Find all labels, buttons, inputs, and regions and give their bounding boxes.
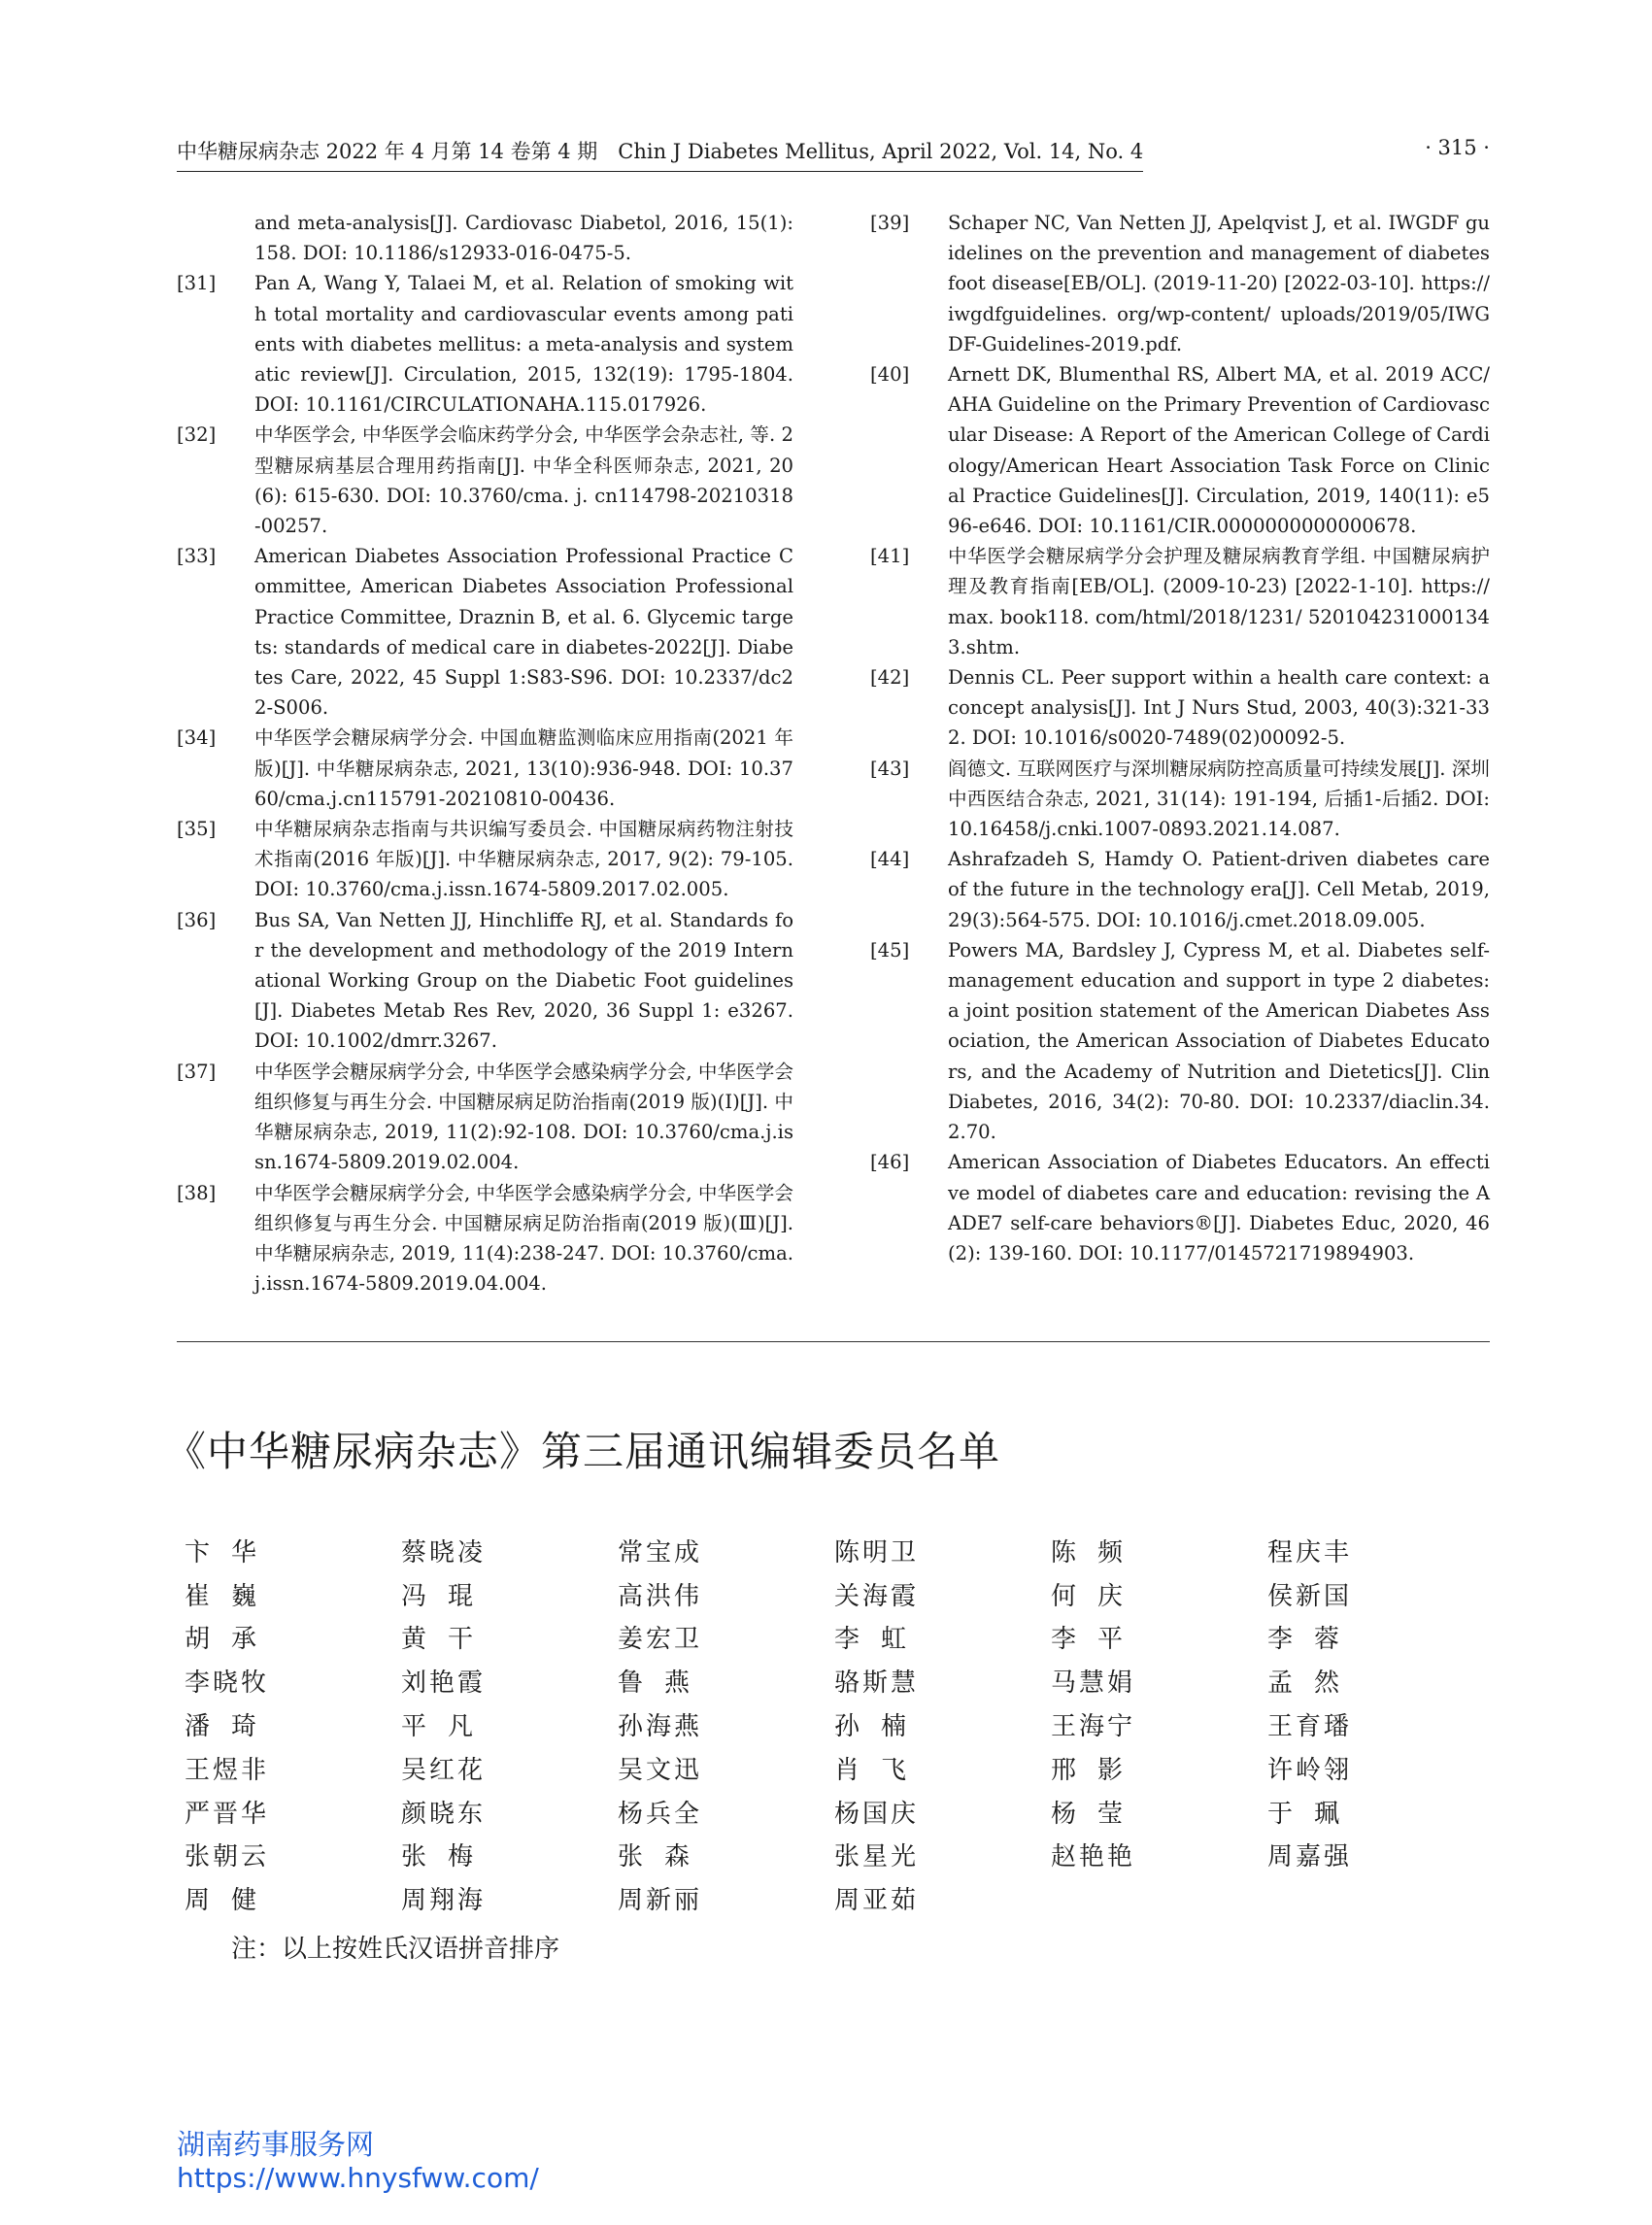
- board-row: [185, 1572, 1399, 1616]
- board-member-name: 周翔海: [401, 1886, 487, 1916]
- reference-text: Arnett DK, Blumenthal RS, Albert MA, et al. 2019 ACC/ AHA Guideline on the Primary Prevention of Cardiovascular Disease: A Report of the American College of Cardiology/American Heart Association Task Force on Clinical Practice Guidelines[J]. Circulation, 2019, 140(11): e596-e646. DOI: 10.1161/CIR.0000000000000678.: [948, 363, 1490, 538]
- reference-text: 中华医学会, 中华医学会临床药学分会, 中华医学会杂志社, 等. 2 型糖尿病基层合理用药指南[J]. 中华全科医师杂志, 2021, 20(6): 615-630. DOI: 10.3760/cma. j. cn114798-20210318-00257.: [254, 423, 793, 538]
- board-member-name: 李蓉: [1267, 1625, 1362, 1655]
- board-member-name: 潘琦: [185, 1712, 279, 1742]
- board-member-name: 周新丽: [618, 1886, 703, 1916]
- board-member-name: 陈明卫: [834, 1537, 920, 1568]
- reference-text: American Diabetes Association Professional Practice Committee, American Diabetes Association Professional Practice Committee, Draznin B, et al. 6. Glycemic targets: standards of medical care in diabetes-2022[J]. Diabetes Care, 2022, 45 Suppl 1:S83-S96. DOI: 10.2337/dc22-S006.: [254, 545, 793, 720]
- page-number: · 315 ·: [1425, 136, 1490, 159]
- reference-number: [43]: [870, 757, 910, 780]
- reference-text: 中华医学会糖尿病学分会, 中华医学会感染病学分会, 中华医学会组织修复与再生分会. 中国糖尿病足防治指南(2019 版)(Ⅰ)[J]. 中华糖尿病杂志, 2019, 11(2):92-108. DOI: 10.3760/cma.j.issn.1674-5809.2019.02.004.: [254, 1060, 793, 1174]
- reference-text: American Association of Diabetes Educators. An effective model of diabetes care and education: revising the AADE7 self-care behaviors®[J]. Diabetes Educ, 2020, 46(2): 139-160. DOI: 10.1177/0145721719894903.: [948, 1151, 1490, 1264]
- reference-entry: [870, 844, 1490, 935]
- board-member-name: 周嘉强: [1267, 1842, 1353, 1872]
- board-member-name: 蔡晓凌: [401, 1537, 487, 1568]
- reference-number: [39]: [870, 212, 910, 234]
- board-member-name: 李平: [1051, 1625, 1145, 1655]
- editorial-board-list: [185, 1529, 1399, 1920]
- reference-number: [42]: [870, 666, 910, 690]
- board-member-name: 崔巍: [185, 1581, 279, 1611]
- reference-text: 中华医学会糖尿病学分会护理及糖尿病教育学组. 中国糖尿病护理及教育指南[EB/OL]. (2009-10-23) [2022-1-10]. https://max. book118. com/html/2018/1231/ 5201042310001343.shtm.: [948, 545, 1490, 658]
- board-member-name: 杨兵全: [618, 1799, 703, 1829]
- board-member-name: 张朝云: [185, 1842, 270, 1872]
- reference-number: [35]: [177, 818, 217, 841]
- board-member-name: 马慧娟: [1051, 1669, 1136, 1699]
- section-divider: [177, 1341, 1490, 1342]
- reference-entry: [177, 814, 793, 905]
- board-member-name: 刘艳霞: [401, 1669, 487, 1699]
- reference-number: [45]: [870, 938, 910, 961]
- board-member-name: 侯新国: [1267, 1581, 1353, 1611]
- references-right-column: [870, 208, 1490, 1268]
- references-left-column: [177, 208, 793, 1298]
- board-member-name: 邢影: [1051, 1755, 1145, 1785]
- reference-number: [31]: [177, 272, 217, 295]
- board-member-name: 骆斯慧: [834, 1669, 920, 1699]
- board-member-name: 平凡: [401, 1712, 495, 1742]
- reference-entry: [870, 662, 1490, 754]
- board-row: [185, 1616, 1399, 1660]
- board-member-name: 杨国庆: [834, 1799, 920, 1829]
- reference-entry: [870, 208, 1490, 359]
- board-member-name: 许岭翎: [1267, 1755, 1353, 1785]
- board-member-name: 王海宁: [1051, 1712, 1136, 1742]
- reference-number: [46]: [870, 1151, 910, 1174]
- reference-entry: [177, 208, 793, 268]
- board-member-name: 黄干: [401, 1625, 495, 1655]
- board-member-name: 于珮: [1267, 1799, 1362, 1829]
- site-watermark: [177, 2127, 539, 2195]
- reference-entry: [177, 268, 793, 420]
- board-member-name: 颜晓东: [401, 1799, 487, 1829]
- board-member-name: 姜宏卫: [618, 1625, 703, 1655]
- board-member-name: 周健: [185, 1886, 279, 1916]
- board-member-name: 王育璠: [1267, 1712, 1353, 1742]
- reference-number: [38]: [177, 1181, 217, 1204]
- reference-entry: [177, 541, 793, 723]
- reference-text: Bus SA, Van Netten JJ, Hinchliffe RJ, et al. Standards for the development and methodology of the 2019 International Working Group on the Diabetic Foot guidelines[J]. Diabetes Metab Res Rev, 2020, 36 Suppl 1: e3267. DOI: 10.1002/dmrr.3267.: [254, 908, 793, 1053]
- reference-text: and meta-analysis[J]. Cardiovasc Diabetol, 2016, 15(1): 158. DOI: 10.1186/s12933-016-0475-5.: [254, 212, 793, 265]
- running-header: [177, 130, 1490, 169]
- board-member-name: 杨莹: [1051, 1799, 1145, 1829]
- journal-info: 中华糖尿病杂志 2022 年 4 月第 14 卷第 4 期 Chin J Diabetes Mellitus, April 2022, Vol. 14, No. 4: [177, 136, 1143, 172]
- reference-text: 中华医学会糖尿病学分会, 中华医学会感染病学分会, 中华医学会组织修复与再生分会. 中国糖尿病足防治指南(2019 版)(Ⅲ)[J]. 中华糖尿病杂志, 2019, 11(4):238-247. DOI: 10.3760/cma.j.issn.1674-5809.2019.04.004.: [254, 1181, 793, 1296]
- board-member-name: 吴红花: [401, 1755, 487, 1785]
- board-row: [185, 1790, 1399, 1834]
- reference-text: Powers MA, Bardsley J, Cypress M, et al. Diabetes self-management education and support in type 2 diabetes: a joint position statement of the American Diabetes Association, the American Association of Diabetes Educators, and the Academy of Nutrition and Dietetics[J]. Clin Diabetes, 2016, 34(2): 70-80. DOI: 10.2337/diaclin.34.2.70.: [948, 938, 1490, 1144]
- board-member-name: 赵艳艳: [1051, 1842, 1136, 1872]
- reference-number: [40]: [870, 363, 910, 387]
- board-member-name: 孙楠: [834, 1712, 928, 1742]
- board-member-name: 高洪伟: [618, 1581, 703, 1611]
- board-row: [185, 1529, 1399, 1572]
- reference-text: Dennis CL. Peer support within a health care context: a concept analysis[J]. Int J Nurs Stud, 2003, 40(3):321-332. DOI: 10.1016/s0020-7489(02)00092-5.: [948, 666, 1490, 750]
- reference-text: 阎德文. 互联网医疗与深圳糖尿病防控高质量可持续发展[J]. 深圳中西医结合杂志, 2021, 31(14): 191-194, 后插1-后插2. DOI: 10.16458/j.cnki.1007-0893.2021.14.087.: [948, 757, 1490, 841]
- board-member-name: 王煜非: [185, 1755, 270, 1785]
- reference-text: 中华糖尿病杂志指南与共识编写委员会. 中国糖尿病药物注射技术指南(2016 年版)[J]. 中华糖尿病杂志, 2017, 9(2): 79-105. DOI: 10.3760/cma.j.issn.1674-5809.2017.02.005.: [254, 818, 793, 901]
- board-row: [185, 1746, 1399, 1790]
- board-member-name: 卞华: [185, 1537, 279, 1568]
- reference-entry: [177, 420, 793, 541]
- board-member-name: 程庆丰: [1267, 1537, 1353, 1568]
- reference-number: [37]: [177, 1060, 217, 1083]
- reference-text: Pan A, Wang Y, Talaei M, et al. Relation of smoking with total mortality and cardiovascular events among patients with diabetes mellitus: a meta-analysis and systematic review[J]. Circulation, 2015, 132(19): 1795-1804. DOI: 10.1161/CIRCULATIONAHA.115.017926.: [254, 272, 793, 417]
- reference-number: [36]: [177, 908, 217, 931]
- reference-number: [41]: [870, 545, 910, 568]
- board-member-name: 孟然: [1267, 1669, 1362, 1699]
- board-member-name: 吴文迅: [618, 1755, 703, 1785]
- board-member-name: 何庆: [1051, 1581, 1145, 1611]
- board-member-name: 孙海燕: [618, 1712, 703, 1742]
- reference-entry: [177, 1178, 793, 1299]
- board-title: 《中华糖尿病杂志》第三届通讯编辑委员名单: [165, 1428, 1001, 1475]
- reference-entry: [870, 359, 1490, 541]
- reference-number: [44]: [870, 848, 910, 871]
- board-member-name: 张森: [618, 1842, 712, 1872]
- board-member-name: 鲁燕: [618, 1669, 712, 1699]
- board-member-name: 严晋华: [185, 1799, 270, 1829]
- board-member-name: 肖飞: [834, 1755, 928, 1785]
- board-note: 注：以上按姓氏汉语拼音排序: [231, 1935, 560, 1964]
- reference-number: [32]: [177, 423, 217, 447]
- reference-entry: [177, 1057, 793, 1178]
- reference-entry: [870, 1147, 1490, 1268]
- board-member-name: 陈频: [1051, 1537, 1145, 1568]
- watermark-url[interactable]: https://www.hnysfww.com/: [177, 2162, 539, 2194]
- reference-text: 中华医学会糖尿病学分会. 中国血糖监测临床应用指南(2021 年版)[J]. 中华糖尿病杂志, 2021, 13(10):936-948. DOI: 10.3760/cma.j.cn115791-20210810-00436.: [254, 726, 793, 810]
- reference-text: Ashrafzadeh S, Hamdy O. Patient-driven diabetes care of the future in the technology era[J]. Cell Metab, 2019, 29(3):564-575. DOI: 10.1016/j.cmet.2018.09.005.: [948, 848, 1490, 931]
- reference-entry: [177, 723, 793, 814]
- reference-number: [33]: [177, 545, 217, 568]
- board-row: [185, 1834, 1399, 1877]
- reference-number: [34]: [177, 726, 217, 750]
- reference-entry: [870, 935, 1490, 1147]
- reference-entry: [870, 754, 1490, 845]
- board-member-name: 周亚茹: [834, 1886, 920, 1916]
- board-member-name: 胡承: [185, 1625, 279, 1655]
- board-member-name: 李晓牧: [185, 1669, 270, 1699]
- board-row: [185, 1702, 1399, 1746]
- reference-entry: [177, 905, 793, 1057]
- board-member-name: 常宝成: [618, 1537, 703, 1568]
- reference-entry: [870, 541, 1490, 662]
- board-row: [185, 1659, 1399, 1702]
- board-member-name: 关海霞: [834, 1581, 920, 1611]
- board-member-name: 张梅: [401, 1842, 495, 1872]
- board-row: [185, 1876, 1399, 1920]
- reference-text: Schaper NC, Van Netten JJ, Apelqvist J, et al. IWGDF guidelines on the prevention and management of diabetes foot disease[EB/OL]. (2019-11-20) [2022-03-10]. https://iwgdfguidelines. org/wp-content/ uploads/2019/05/IWGDF-Guidelines-2019.pdf.: [948, 212, 1490, 355]
- watermark-site-name: 湖南药事服务网: [177, 2128, 375, 2161]
- board-member-name: 张星光: [834, 1842, 920, 1872]
- board-member-name: 李虹: [834, 1625, 928, 1655]
- board-member-name: 冯琨: [401, 1581, 495, 1611]
